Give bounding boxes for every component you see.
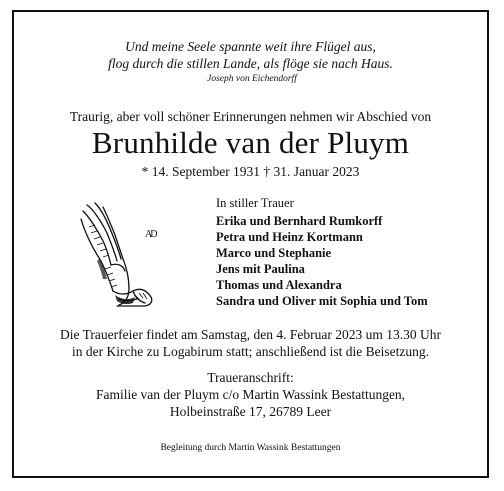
address-heading: Traueranschrift:: [207, 370, 294, 385]
poem-line-1: Und meine Seele spannte weit ihre Flügel aus,: [125, 39, 376, 54]
mourners-list: [216, 213, 428, 309]
mourner-name: Jens mit Paulina: [216, 262, 305, 276]
intro-text: Traurig, aber voll schöner Erinnerungen nehmen wir Abschied von: [69, 109, 432, 124]
mourner-name: Sandra und Oliver mit Sophia und Tom: [216, 294, 428, 308]
obituary-notice: [12, 10, 489, 478]
durer-monogram: AD: [145, 229, 156, 240]
praying-hands-icon: [75, 199, 165, 309]
life-dates: * 14. September 1931 † 31. Januar 2023: [141, 164, 360, 179]
mourner-name: Thomas und Alexandra: [216, 278, 342, 292]
mourner-name: Petra und Heinz Kortmann: [216, 230, 363, 244]
mourner-name: Erika und Bernhard Rumkorff: [216, 214, 383, 228]
deceased-name: Brunhilde van der Pluym: [91, 125, 410, 160]
poem-line-2: flog durch die stillen Lande, als flöge sie nach Haus.: [108, 56, 393, 71]
funeral-line-1: Die Trauerfeier findet am Samstag, den 4. Februar 2023 um 13.30 Uhr: [60, 327, 441, 342]
funeral-line-2: in der Kirche zu Logabirum statt; anschließend ist die Beisetzung.: [72, 344, 429, 359]
poem-author: Joseph von Eichendorff: [207, 74, 297, 84]
mourner-name: Marco und Stephanie: [216, 246, 332, 260]
address-line-1: Familie van der Pluym c/o Martin Wassink Bestattungen,: [95, 387, 406, 402]
closing-note: Begleitung durch Martin Wassink Bestattungen: [160, 443, 341, 453]
mourning-heading: In stiller Trauer: [216, 196, 294, 210]
address-line-2: Holbeinstraße 17, 26789 Leer: [169, 404, 332, 419]
